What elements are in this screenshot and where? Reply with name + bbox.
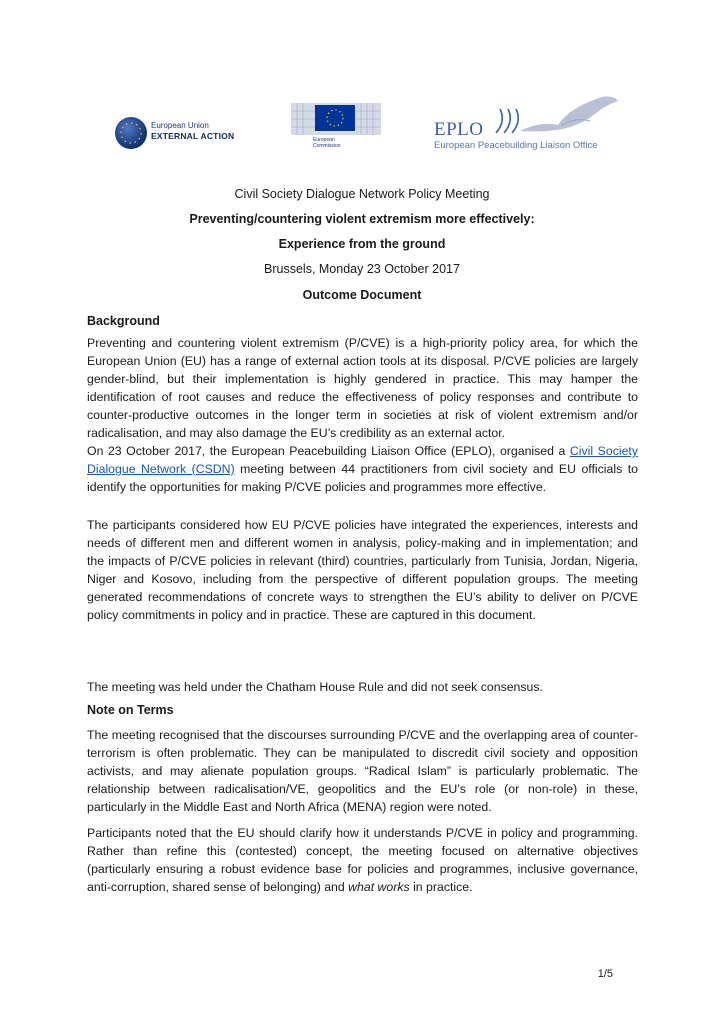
waves-icon — [492, 107, 532, 137]
eplo-logo — [432, 95, 622, 155]
meeting-series: Civil Society Dialogue Network Policy Meeting — [234, 187, 490, 201]
ec-line2: Commission — [313, 143, 341, 149]
background-para-2 — [87, 442, 638, 496]
eeas-line2: EXTERNAL ACTION — [151, 131, 235, 141]
text-span: meeting between 44 practitioners from civil society and EU officials to identify the opportunities for making P/CVE policies and programmes more effective. — [87, 462, 638, 494]
page-number: 1/5 — [597, 968, 613, 980]
eu-globe-icon — [113, 115, 149, 151]
doc-title-line2: Experience from the ground — [278, 237, 446, 251]
european-commission-logo — [291, 99, 381, 159]
text-span: in practice. — [409, 880, 473, 894]
paragraph — [87, 824, 638, 896]
paragraph: The participants considered how EU P/CVE policies have integrated the experiences, interests and needs of different men and different women in analysis, policy-making and in implementation; and the impacts of P/CVE policies in relevant (third) countries, particularly from Tunisia, Jordan, Nigeria, Niger and Kosovo, including from the perspective of different population groups. The meeting generated recommendations of concrete ways to strengthen the EU’s ability to deliver on P/CVE policy commitments in policy and in practice. These are captured in this document. — [87, 518, 638, 622]
section-heading-background: Background — [87, 314, 160, 328]
background-para-3 — [87, 516, 638, 624]
terms-para-2 — [87, 824, 638, 896]
eplo-title: EPLO — [434, 119, 484, 140]
meeting-date: Brussels, Monday 23 October 2017 — [264, 262, 460, 276]
eeas-logo — [113, 115, 263, 151]
eplo-subtitle: European Peacebuilding Liaison Office — [434, 140, 598, 151]
logo-row — [0, 95, 724, 165]
doc-title-line1: Preventing/countering violent extremism more effectively: — [189, 212, 535, 226]
doc-type: Outcome Document — [302, 288, 422, 302]
background-para-4 — [87, 678, 638, 696]
paragraph: The meeting was held under the Chatham House Rule and did not seek consensus. — [87, 680, 543, 694]
paragraph: Preventing and countering violent extremism (P/CVE) is a high-priority policy area, for which the European Union (EU) has a range of external action tools at its disposal. P/CVE policies are largely gender-blind, but their implementation is highly gendered in practice. This may hamper the identification of root causes and reduce the effectiveness of policy responses and contribute to counter-productive outcomes in the longer term in societies at risk of violent extremism and/or radicalisation, and may also damage the EU’s credibility as an external actor. — [87, 336, 638, 440]
paragraph: The meeting recognised that the discourses surrounding P/CVE and the overlapping area of counter-terrorism is often problematic. They can be manipulated to discredit civil society and opposition activists, and may alienate population groups. “Radical Islam” is particularly problematic. The relationship between radicalisation/VE, geopolitics and the EU’s role (or non-role) in these, particularly in the Middle East and North Africa (MENA) region were noted. — [87, 728, 638, 814]
text-span: Participants noted that the EU should clarify how it understands P/CVE in policy and programming. Rather than refine this (contested) concept, the meeting focused on alternative objectives (particularly ensuring a robust evidence base for policies and programmes, inclusive governance, anti-corruption, shared sense of belonging) and — [87, 826, 638, 894]
italic-text: what works — [348, 880, 410, 894]
paragraph — [87, 442, 638, 496]
terms-para-1 — [87, 726, 638, 816]
csdn-link[interactable]: Civil Society Dialogue Network (CSDN) — [87, 444, 638, 476]
eeas-line1: European Union — [151, 121, 209, 130]
ec-line1: European — [313, 137, 335, 143]
ec-building-icon — [291, 99, 381, 137]
eeas-wordmark — [151, 121, 234, 141]
ec-wordmark — [313, 137, 341, 149]
background-para-1 — [87, 334, 638, 442]
section-heading-terms: Note on Terms — [87, 703, 174, 717]
text-span: On 23 October 2017, the European Peacebuilding Liaison Office (EPLO), organised a — [87, 444, 570, 458]
